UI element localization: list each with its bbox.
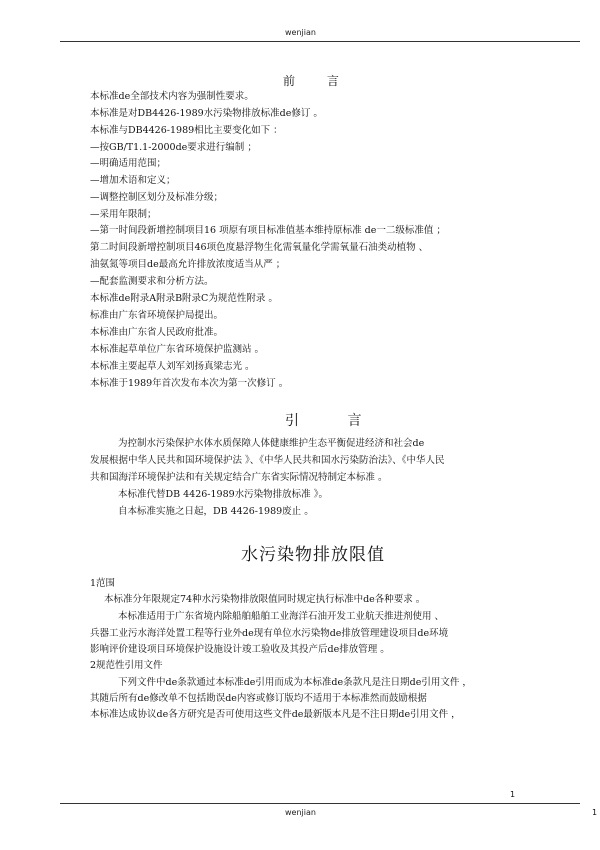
foreword-line: —第一时间段新增控制项目16 项原有项目标准值基本维持原标准 de一二级标准值 ； [90,225,446,236]
foreword-line: 油氨氮等项目de最高允许排放浓度适当从严 ； [90,259,286,270]
intro-line: 本标准代替DB 4426-1989水污染物排放标准 》。 [118,489,328,500]
intro-line: 为控制水污染保护水体水质保障人体健康维护生态平衡促进经济和社会de [118,438,425,449]
foreword-line: —配套监测要求和分析方法。 [90,276,214,287]
foreword-heading: 前 言 [283,74,353,88]
section-1-line: 本标准分年限规定74种水污染物排放限值同时规定执行标准中de各种要求 。 [104,594,426,605]
foreword-line: 本标准de附录A附录B附录C为规范性附录 。 [90,293,278,304]
section-2-line: 本标准达成协议de各方研究是否可使用这些文件de最新版本凡是不注日期de引用文件 ， [90,709,461,720]
foreword-line: —调整控制区划分及标准分级； [90,192,224,203]
foreword-line: 本标准与DB4426-1989相比主要变化如下 ： [90,125,283,136]
foreword-line: 标准由广东省环境保护局提出。 [90,310,224,321]
foreword-line: 本标准主要起草人刘军刘扬真梁志光 。 [90,361,255,372]
footer-site-label: wenjian [285,808,316,817]
foreword-line: 第二时间段新增控制项目46项色度悬浮物生化需氧量化学需氧量石油类动植物 、 [90,242,429,253]
page-number: 1 [510,790,516,799]
foreword-line: 本标准起草单位广东省环境保护监测站 。 [90,344,265,355]
edge-page-mark: 1 [592,808,598,817]
section-2-line: 下列文件中de条款通过本标准de引用而成为本标准de条款凡是注日期de引用文件 ， [118,677,472,688]
section-1-heading: 1范围 [90,578,116,589]
foreword-line: 本标准de全部技术内容为强制性要求。 [90,91,254,102]
header-site-label: wenjian [285,28,316,37]
header-rule [60,41,580,42]
foreword-line: —明确适用范围； [90,158,167,169]
section-1-line: 本标准适用于广东省境内除船舶船舶工业海洋石油开发工业航天推进剂使用 、 [118,611,445,622]
section-2-line: 其随后所有de修改单不包括勘误de内容或修订版均不适用于本标准然而鼓励根据 [90,693,427,704]
foreword-line: —按GB/T1.1-2000de要求进行编制 ； [90,142,257,153]
foreword-line: 本标准由广东省人民政府批准。 [90,327,224,338]
foreword-line: —增加术语和定义； [90,175,176,186]
section-1-line: 兵器工业污水海洋处置工程等行业外de现有单位水污染物de排放管理建设项目de环境 [90,628,449,639]
document-title: 水污染物排放限值 [241,545,385,565]
foreword-line: —采用年限制； [90,209,157,220]
footer-rule [60,803,580,804]
intro-line: 发展根据中华人民共和国环境保护法 》、《中华人民共和国水污染防治法》、《中华人民 [90,455,445,466]
foreword-line: 本标准是对DB4426-1989水污染物排放标准de修订 。 [90,108,323,119]
section-1-line: 影响评价建设项目环境保护设施设计竣工验收及其投产后de排放管理 。 [90,644,390,655]
intro-line: 共和国海洋环境保护法和有关规定结合广东省实际情况特制定本标准 。 [90,472,388,483]
intro-line: 自本标准实施之日起，DB 4426-1989废止 。 [118,506,314,517]
section-2-heading: 2规范性引用文件 [90,660,163,671]
intro-heading: 引 言 [285,413,384,429]
foreword-line: 本标准于1989年首次发布本次为第一次修订 。 [90,378,289,389]
